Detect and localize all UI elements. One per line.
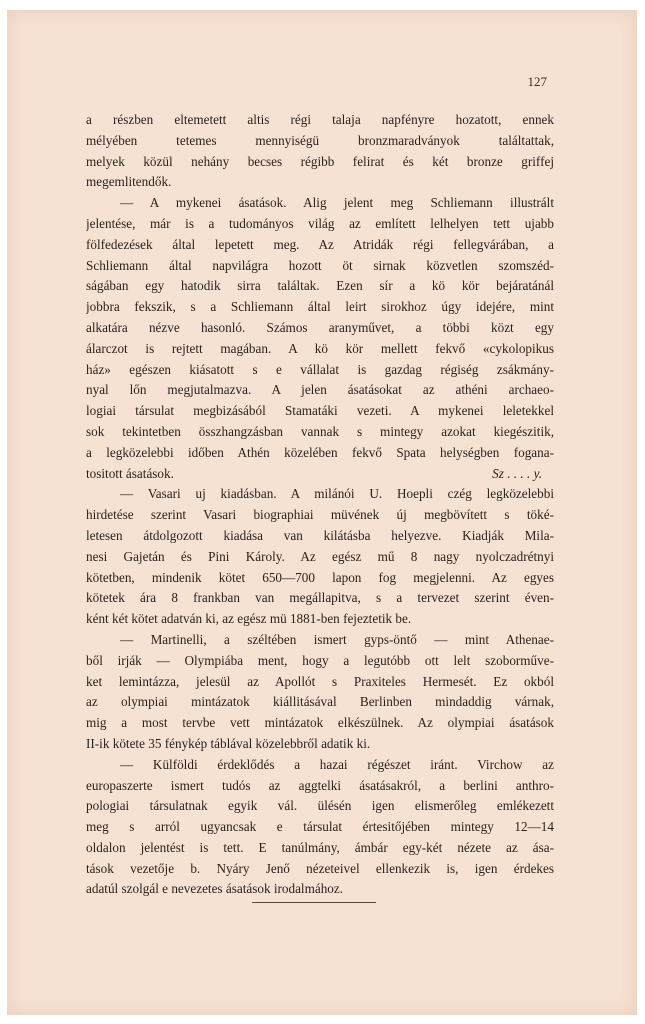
page-number: 127 <box>527 74 547 89</box>
paragraph-kulfoldi-erdeklodes <box>86 755 554 901</box>
text-line: mig a most tervbe vett mintázatok elkészülnek. Az olympiai ásatások <box>86 715 554 731</box>
text-line: — Külföldi érdeklődés a hazai régészet iránt. Virchow az <box>120 756 554 772</box>
text-line: melyek közül nehány becses régibb felirat és két bronze griffej <box>86 153 554 169</box>
text-line: ház» egészen kiásatott s e vállalat is gazdag régiség zsákmány- <box>86 361 554 377</box>
document-page <box>7 10 637 1015</box>
text-line: nyal lőn megjutalmazva. A jelen ásatásokat az athéni archaeo- <box>86 382 554 398</box>
text-line: jelentése, már is a tudományos világ az említett lelhelyen tett ujabb <box>86 215 554 231</box>
text-line: ket lemintázza, jelesül az Apollót s Praxiteles Hermesét. Ez okból <box>86 673 554 689</box>
text-line-with-signature <box>86 464 554 485</box>
text-line: jobbra fekszik, s a Schliemann által leirt sirokhoz úgy idejére, mint <box>86 299 554 315</box>
section-divider <box>252 902 376 903</box>
text-line: europaszerte ismert tudós az aggtelki ásatásakról, a berlini anthro- <box>86 777 554 793</box>
text-line: fölfedezések által lepetett meg. Az Atridák régi fellegvárában, a <box>86 236 554 252</box>
text-line: — Martinelli, a széltében ismert gyps-öntő — mint Athenae- <box>120 631 554 647</box>
text-line: ságában egy hatodik sirra találtak. Ezen sír a kö kör bejáratánál <box>86 278 554 294</box>
text-line-end: tositott ásatások. <box>86 465 174 481</box>
text-line: alkatára nézve hasonló. Számos aranyművet, a többi közt egy <box>86 319 554 335</box>
paragraph-altis <box>86 110 554 193</box>
text-line: megemlitendők. <box>86 174 172 190</box>
text-line: II-ik kötete 35 fénykép táblával közelebbről adatik ki. <box>86 735 371 751</box>
text-line: ből irják — Olympiába ment, hogy a legutóbb ott lelt szoborműve- <box>86 652 554 668</box>
text-line: hirdetése szerint Vasari biographiai müvének új megbövített s töké- <box>86 507 554 523</box>
text-line: meg s arról ugyancsak e társulat értesitőjében mintegy 12—14 <box>86 819 554 835</box>
text-line: mélyében tetemes mennyiségü bronzmaradványok találtattak, <box>86 132 554 148</box>
author-signature: Sz . . . . y. <box>492 465 542 481</box>
text-line: adatúl szolgál e nevezetes ásatások irodalmához. <box>86 881 344 897</box>
text-line: sok tekintetben összhangzásban vannak s mintegy azokat kiegészitik, <box>86 423 554 439</box>
text-line: álarczot is rejtett magában. A kö kör mellett fekvő «cykolopikus <box>86 340 554 356</box>
article-text <box>86 110 554 900</box>
paragraph-martinelli <box>86 630 554 755</box>
text-line: — A mykenei ásatások. Alig jelent meg Schliemann illustrált <box>120 195 554 211</box>
text-line: pologiai társulatnak egyik vál. ülésén igen elismerőleg emlékezett <box>86 798 554 814</box>
text-line: — Vasari uj kiadásban. A milánói U. Hoepli czég legközelebbi <box>120 486 554 502</box>
paragraph-mykenei-asatasok <box>86 193 554 484</box>
text-line: Schliemann által napvilágra hozott öt sirnak közvetlen szomszéd- <box>86 257 554 273</box>
text-line: a részben eltemetett altis régi talaja napfényre hozatott, ennek <box>86 112 554 127</box>
text-line: az olympiai mintázatok kiállitásával Berlinben mindaddig várnak, <box>86 694 554 710</box>
text-line: kötetben, mindenik kötet 650—700 lapon fog megjelenni. Az egyes <box>86 569 554 585</box>
text-line: letesen átdolgozott kiadása van kilátásba helyezve. Kiadják Mila- <box>86 527 554 543</box>
text-line: oldalon jelentést is tett. E tanúlmány, ámbár egy-két nézete az ása- <box>86 839 554 855</box>
text-line: nesi Gajetán és Pini Károly. Az egész mű 8 nagy nyolczadrétnyi <box>86 548 554 564</box>
paragraph-vasari-uj-kiadas <box>86 484 554 630</box>
text-line: logiai társulat megbizásából Stamatáki vezeti. A mykenei leletekkel <box>86 403 554 419</box>
text-line: tások vezetője b. Nyáry Jenő nézeteivel ellenkezik is, igen érdekes <box>86 860 554 876</box>
text-line: a legközelebbi időben Athén közelében fekvő Spata helységben fogana- <box>86 444 554 460</box>
text-line: ként két kötet adatván ki, az egész mü 1881-ben fejeztetik be. <box>86 611 412 627</box>
text-line: kötetek ára 8 frankban van megállapitva, s a tervezet szerint éven- <box>86 590 554 606</box>
